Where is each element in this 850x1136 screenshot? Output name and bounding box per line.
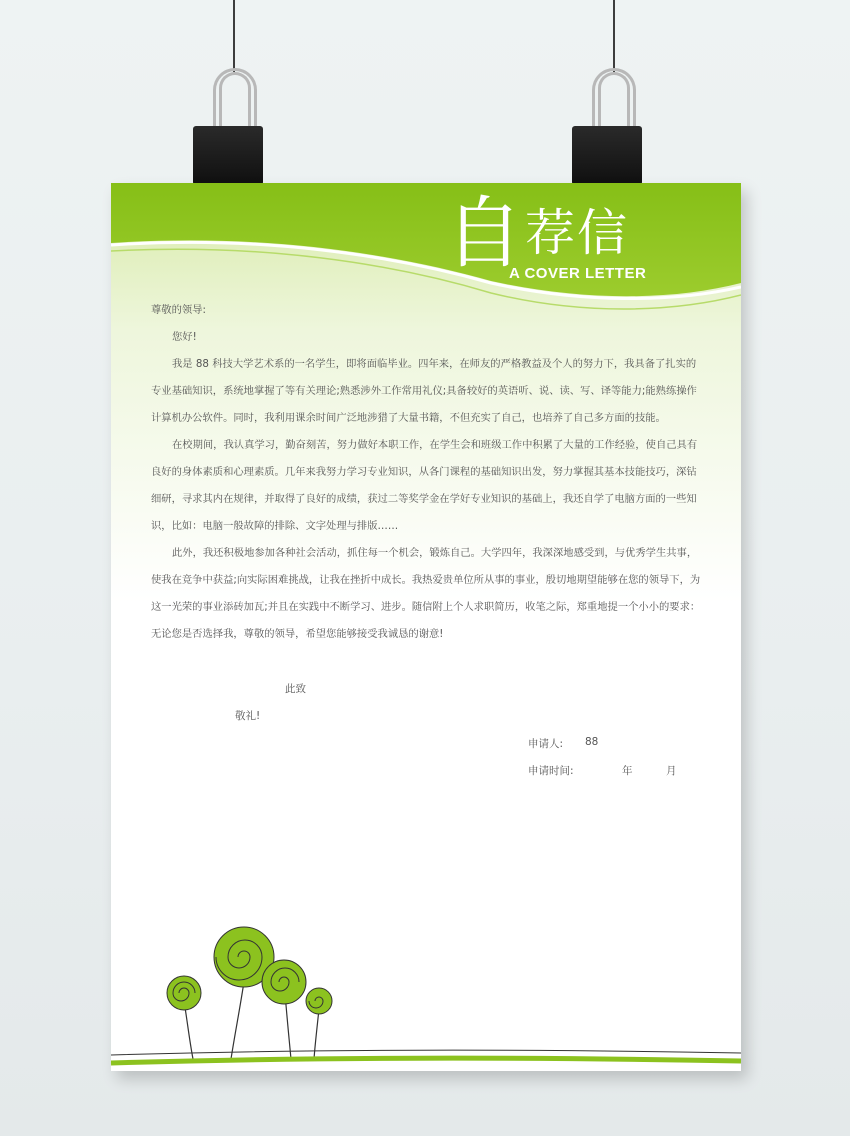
paragraph-1: 我是 88 科技大学艺术系的一名学生，即将面临毕业。四年来，在师友的严格教益及个人的努力下，我具备了扎实的专业基础知识，系统地掌握了等有关理论;熟悉涉外工作常用礼仪;具备较好的英语听、说、读、写、译等能力;能熟练操作计算机办公软件。同时，我利用课余时间广泛地涉猎了大量书籍，不但充实了自己，也培养了自己多方面的技能。 bbox=[151, 358, 697, 424]
closing-respectfully: 此致 bbox=[285, 683, 306, 695]
clip-body-left bbox=[193, 126, 263, 184]
month-label: 月 bbox=[666, 765, 677, 777]
clip-handle-left-inner bbox=[219, 72, 251, 134]
closing-salute: 敬礼! bbox=[235, 710, 261, 722]
paragraph-2: 在校期间，我认真学习，勤奋刻苦，努力做好本职工作，在学生会和班级工作中积累了大量的工作经验，使自己具有良好的身体素质和心理素质。几年来我努力学习专业知识，从各门课程的基础知识出发，努力掌握其基本技能技巧，深钻细研，寻求其内在规律，并取得了良好的成绩，获过二等奖学金在学好专业知识的基础上，我还自学了电脑方面的一些知识，比如：电脑一般故障的排除、文字处理与排版…… bbox=[151, 439, 698, 532]
clip-handle-right-inner bbox=[598, 72, 630, 134]
tree-illustration bbox=[111, 183, 741, 1071]
title-chinese: 自荐信 bbox=[445, 189, 630, 279]
clip-body-right bbox=[572, 126, 642, 184]
applicant-label: 申请人: bbox=[528, 738, 564, 750]
year-label: 年 bbox=[622, 765, 633, 777]
cover-letter-paper bbox=[111, 183, 741, 1071]
greeting: 您好! bbox=[172, 331, 197, 343]
hanging-wire-right bbox=[613, 0, 615, 72]
hanging-wire-left bbox=[233, 0, 235, 72]
date-label: 申请时间: bbox=[528, 765, 574, 777]
salutation: 尊敬的领导: bbox=[151, 304, 206, 316]
paragraph-3: 此外，我还积极地参加各种社会活动，抓住每一个机会，锻炼自己。大学四年，我深深地感受到，与优秀学生共事，使我在竞争中获益;向实际困难挑战，让我在挫折中成长。我热爱贵单位所从事的事业，殷切地期望能够在您的领导下，为这一光荣的事业添砖加瓦;并且在实践中不断学习、进步。随信附上个人求职简历，收笔之际，郑重地提一个小小的要求：无论您是否选择我，尊敬的领导，希望您能够接受我诚恳的谢意! bbox=[151, 547, 701, 640]
title-english: A COVER LETTER bbox=[509, 265, 647, 282]
applicant-value: 88 bbox=[585, 736, 599, 748]
